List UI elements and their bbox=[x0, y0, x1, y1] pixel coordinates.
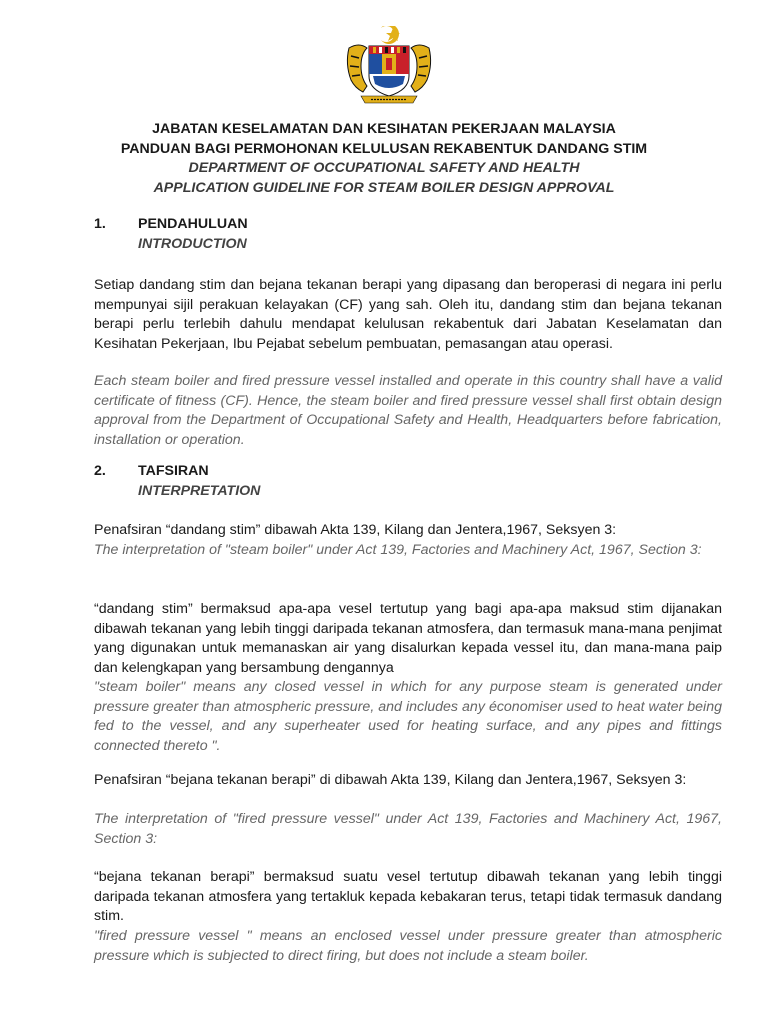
section-1-heading bbox=[94, 216, 248, 232]
section-2-heading bbox=[94, 463, 209, 479]
title-malay-2: PANDUAN BAGI PERMOHONAN KELULUSAN REKABENTUK DANDANG STIM bbox=[120, 140, 648, 157]
section-1-title-malay: PENDAHULUAN bbox=[138, 216, 248, 232]
title-english-2: APPLICATION GUIDELINE FOR STEAM BOILER DESIGN APPROVAL bbox=[153, 179, 615, 196]
steam-boiler-interpretation-malay: Penafsiran “dandang stim” dibawah Akta 139, Kilang dan Jentera,1967, Seksyen 3: bbox=[94, 522, 617, 538]
section-1-title-english: INTRODUCTION bbox=[138, 236, 247, 252]
malaysia-coat-of-arms-logo bbox=[343, 26, 435, 106]
document-title-block bbox=[0, 120, 768, 198]
title-malay-1: JABATAN KESELAMATAN DAN KESIHATAN PEKERJAAN MALAYSIA bbox=[152, 121, 616, 137]
section-2-title-malay: TAFSIRAN bbox=[138, 463, 209, 479]
section-1-paragraph-malay: Setiap dandang stim dan bejana tekanan berapi yang dipasang dan beroperasi di negara ini perlu mempunyai sijil perakuan kelayakan (CF) yang sah. Oleh itu, dandang stim dan bejana tekanan berapi perlu terlebih dahulu mendapat kelulusan rekabentuk dari Jabatan Keselamatan dan Kesihatan Pekerjaan, Ibu Pejabat sebelum pembuatan, pemasangan atau operasi. bbox=[94, 277, 722, 352]
fired-pressure-vessel-definition-malay: “bejana tekanan berapi” bermaksud suatu vesel tertutup dibawah tekanan yang lebih tinggi daripada tekanan atmosfera yang tertakluk kepada kebakaran terus, tetapi tidak termasuk dandang stim. bbox=[94, 869, 722, 924]
section-2-title-english: INTERPRETATION bbox=[138, 483, 261, 499]
section-1-number: 1. bbox=[94, 216, 106, 232]
fired-pressure-vessel-definition-english: "fired pressure vessel " means an enclosed vessel under pressure greater than atmospheric pressure which is subjected to direct firing, but does not include a steam boiler. bbox=[94, 928, 722, 964]
section-2-number: 2. bbox=[94, 463, 106, 479]
steam-boiler-definition-english: "steam boiler" means any closed vessel in which for any purpose steam is generated under pressure greater than atmospheric pressure, and includes any économiser used to heat water being fed to the vessel, and any superheater used for heating surface, and any pipes and fittings connected thereto ". bbox=[94, 679, 722, 754]
steam-boiler-definition-malay: “dandang stim” bermaksud apa-apa vesel tertutup yang bagi apa-apa maksud stim dijanakan dibawah tekanan yang lebih tinggi daripada tekanan atmosfera, dan termasuk mana-mana penjimat yang digunakan untuk memanaskan air yang disalurkan kepada vessel itu, dan mana-mana paip dan kelengkapan yang bersambung dengannya bbox=[94, 601, 722, 676]
steam-boiler-interpretation-english: The interpretation of "steam boiler" under Act 139, Factories and Machinery Act, 1967, Section 3: bbox=[94, 542, 702, 558]
section-1-paragraph-english: Each steam boiler and fired pressure vessel installed and operate in this country shall have a valid certificate of fitness (CF). Hence, the steam boiler and fired pressure vessel shall first obtain design approval from the Department of Occupational Safety and Health, Headquarters before fabrication, installation or operation. bbox=[94, 373, 722, 448]
title-english-1: DEPARTMENT OF OCCUPATIONAL SAFETY AND HEALTH bbox=[188, 160, 580, 176]
fired-pressure-vessel-interpretation-english: The interpretation of "fired pressure vessel" under Act 139, Factories and Machinery Act, 1967, Section 3: bbox=[94, 811, 722, 847]
fired-pressure-vessel-interpretation-malay: Penafsiran “bejana tekanan berapi” di dibawah Akta 139, Kilang dan Jentera,1967, Seksyen 3: bbox=[94, 772, 687, 788]
